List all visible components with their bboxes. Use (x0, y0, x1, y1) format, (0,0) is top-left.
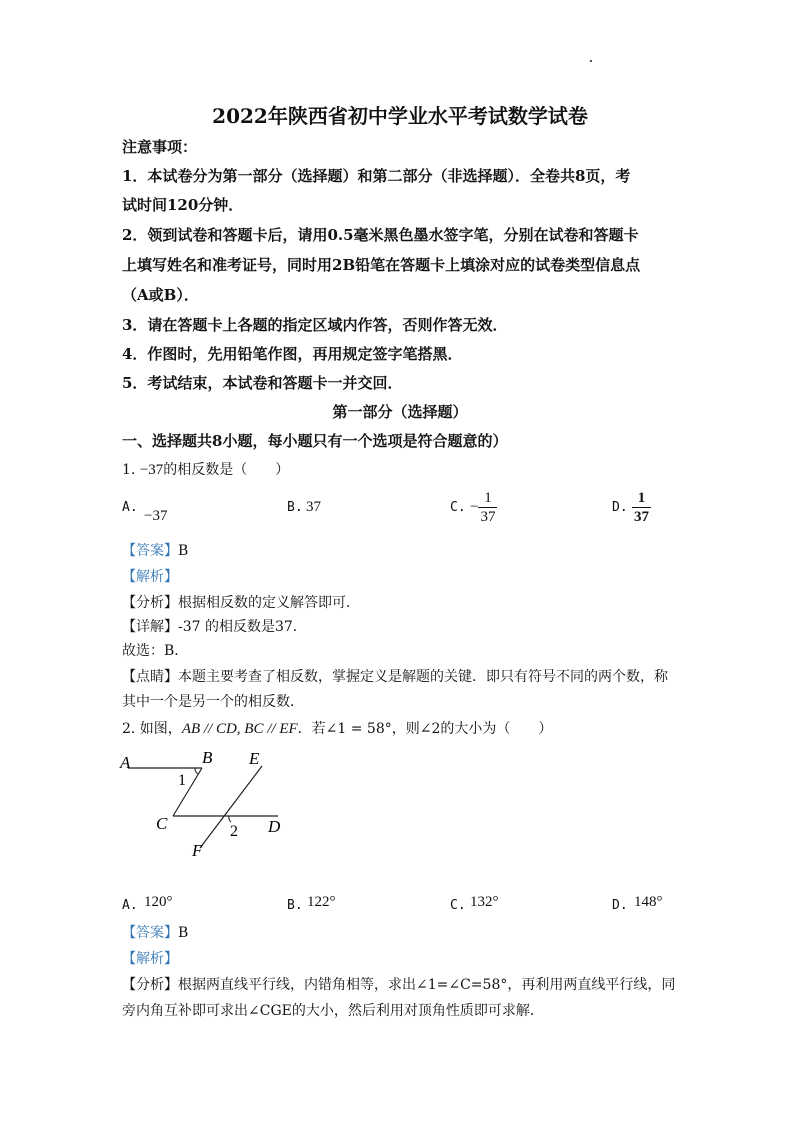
notice-1b: 试时间120分钟． (122, 196, 244, 214)
q1-option-d-numerator: 1 (632, 489, 651, 508)
q1-number: 1. (122, 462, 136, 478)
q1-expression: −37 (139, 462, 164, 478)
q2-option-a-value: 120° (144, 894, 173, 910)
q1-stem-text: 的相反数是（ ） (163, 462, 290, 478)
q1-guxuan: 故选：B． (122, 643, 189, 659)
notice-heading: 注意事项： (122, 138, 198, 156)
notice-4: 4．作图时，先用铅笔作图，再用规定签字笔搭黑． (122, 345, 463, 363)
q1-dianjing-text-a: 本题主要考查了相反数，掌握定义是解题的关键．即只有符号不同的两个数，称 (178, 669, 668, 685)
q1-option-d-label: D. (612, 500, 628, 515)
q2-option-d-label: D. (612, 898, 628, 913)
q1-fenxi-text: 根据相反数的定义解答即可． (178, 595, 360, 611)
part1-heading: 第一部分（选择题） (332, 403, 468, 421)
q2-stem-a: 2. 如图， (122, 721, 182, 737)
q2-stem (122, 718, 552, 738)
notice-2b: 上填写姓名和准考证号，同时用2B铅笔在答题卡上填涂对应的试卷类型信息点 (122, 256, 641, 274)
q2-option-b-label: B. (287, 898, 303, 913)
q2-option-d-value: 148° (634, 894, 663, 910)
q1-dianjing-a (122, 666, 668, 686)
q2-option-a-label: A. (122, 898, 138, 913)
notice-2c: （A或B）． (122, 286, 199, 304)
q1-option-a-label: A. (122, 500, 138, 515)
q1-fenxi (122, 592, 360, 612)
section1-heading: 一、选择题共8小题，每小题只有一个选项是符合题意的） (122, 432, 508, 450)
q1-xiangjie-text: -37 的相反数是37． (178, 619, 307, 635)
q1-option-c-numerator: 1 (478, 489, 497, 508)
label-a: A (120, 753, 131, 772)
label-f: F (192, 841, 203, 860)
label-d: D (268, 817, 281, 836)
scan-dot (590, 60, 592, 62)
q2-fenxi-text-a: 根据两直线平行线，内错角相等，求出∠1=∠C=58°，再利用两直线平行线，同 (178, 977, 676, 993)
q1-option-c-label: C. (450, 500, 466, 515)
angle-1-arc (195, 768, 198, 774)
q1-answer (122, 540, 188, 560)
q1-fenxi-tag: 【分析】 (122, 595, 178, 611)
q1-option-b-label: B. (287, 500, 303, 515)
label-e: E (249, 749, 260, 768)
q1-xiangjie-tag: 【详解】 (122, 619, 178, 635)
notice-3: 3．请在答题卡上各题的指定区域内作答，否则作答无效． (122, 316, 508, 334)
q1-dianjing-b: 其中一个是另一个的相反数． (122, 694, 304, 710)
q1-option-b-value: 37 (306, 499, 321, 515)
q2-fenxi-a (122, 974, 675, 994)
notice-5: 5．考试结束，本试卷和答题卡一并交回． (122, 374, 403, 392)
q1-analysis-tag: 【解析】 (122, 569, 178, 585)
q2-fenxi-b: 旁内角互补即可求出∠CGE的大小，然后利用对顶角性质即可求解． (122, 1003, 544, 1019)
q1-option-c-denominator: 37 (480, 509, 496, 525)
notice-1a: 1．本试卷分为第一部分（选择题）和第二部分（非选择题）．全卷共8页，考 (122, 167, 631, 185)
q1-option-d-value (632, 489, 651, 526)
q2-option-b-value: 122° (307, 894, 336, 910)
q1-option-d-fraction (632, 489, 651, 526)
q2-figure (118, 748, 298, 863)
q2-option-c-label: C. (450, 898, 466, 913)
q2-answer-tag: 【答案】 (122, 925, 178, 941)
q2-condition: AB // CD, BC // EF (181, 721, 298, 737)
q1-answer-value: B (178, 543, 189, 559)
q2-fenxi-tag: 【分析】 (122, 977, 178, 993)
label-b: B (202, 748, 213, 767)
label-angle-2: 2 (230, 823, 238, 840)
q1-xiangjie (122, 616, 307, 636)
q2-answer (122, 922, 188, 942)
q1-option-d-denominator: 37 (634, 509, 649, 525)
notice-2a: 2．领到试卷和答题卡后，请用0.5毫米黑色墨水签字笔，分别在试卷和答题卡 (122, 226, 639, 244)
q2-analysis-tag: 【解析】 (122, 951, 178, 967)
q1-option-c-sign: − (470, 499, 479, 515)
label-angle-1: 1 (178, 772, 186, 789)
label-c: C (156, 814, 168, 833)
q1-option-c-fraction (478, 489, 497, 526)
q1-stem (122, 459, 289, 479)
angle-2-arc (229, 816, 231, 822)
q2-option-c-value: 132° (470, 894, 499, 910)
q2-answer-value: B (178, 925, 189, 941)
q1-option-c-value (470, 489, 497, 526)
q1-answer-tag: 【答案】 (122, 543, 178, 559)
q1-dianjing-tag: 【点睛】 (122, 669, 178, 685)
page-title: 2022年陕西省初中学业水平考试数学试卷 (212, 104, 588, 128)
q2-stem-b: ．若∠1 = 58°，则∠2的大小为（ ） (297, 721, 553, 737)
q1-option-a-value: −37 (144, 508, 168, 524)
